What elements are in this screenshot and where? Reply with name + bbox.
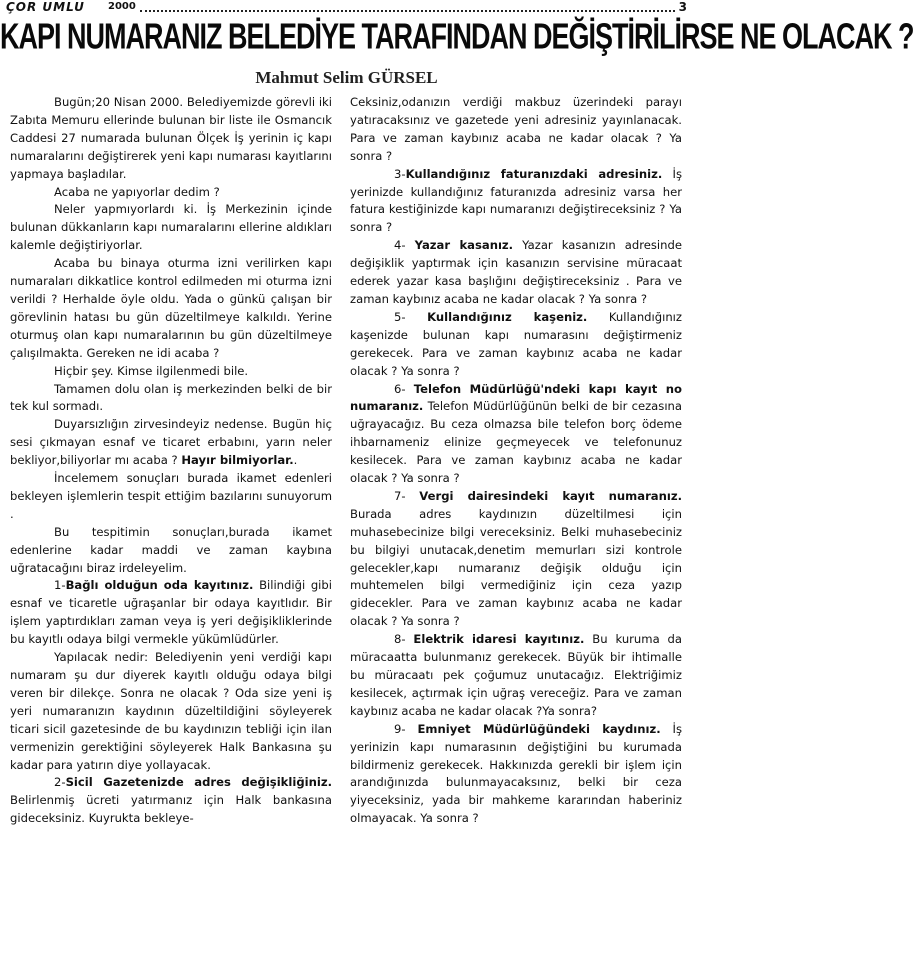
paragraph-heading: Emniyet Müdürlüğündeki kaydınız. xyxy=(417,721,661,736)
paragraph-text: 6- xyxy=(394,381,414,396)
paragraph xyxy=(10,577,332,649)
paragraph-text: Tamamen dolu olan iş merkezinden belki de bir tek kul sormadı. xyxy=(10,381,332,414)
paragraph-text: Duyarsızlığın zirvesindeyiz nedense. Bugün hiç sesi çıkmayan esnaf ve ticaret erbabını, yarın neler bekliyor,biliyorlar mı acaba ? xyxy=(10,417,332,468)
paragraph-heading: Yazar kasanız. xyxy=(414,238,514,253)
paragraph xyxy=(10,255,332,362)
paragraph-text: Telefon Müdürlüğünün belki de bir cezasına uğrayacağız. Bu ceza olmazsa bile telefon borç ödeme ihbarnameniz elinize geçmeyecek ve telefonunuz kesilecek. Para ve zaman kaybınız acaba ne kadar olacak ? Ya sonra ? xyxy=(350,399,682,486)
paragraph xyxy=(350,631,682,721)
paragraph-text: 9- xyxy=(394,721,418,736)
paragraph xyxy=(350,309,682,381)
article-author: Mahmut Selim GÜRSEL xyxy=(255,68,438,87)
paragraph-heading: Hayır bilmiyorlar. xyxy=(181,453,294,468)
header-dotted-rule xyxy=(140,10,675,12)
paragraph-heading: Sicil Gazetenizde adres değişikliğiniz. xyxy=(65,775,332,790)
paragraph xyxy=(10,94,332,184)
paragraph xyxy=(10,774,332,828)
paragraph-text: 5- xyxy=(394,309,428,324)
paragraph-heading: Kullandığınız kaşeniz. xyxy=(427,309,588,324)
paragraph-text: İş yerinizin kapı numarasının değiştiğini bu kurumada bildirmeniz gerekecek. Hakkınızda gerekli bir işlem için arandığınızda bulunmayacaksınız, belki bir ceza yiyeceksiniz, yada bir mahkeme kararından haberiniz olmayacak. Ya sonra ? xyxy=(350,721,682,826)
paragraph xyxy=(350,488,682,631)
paragraph xyxy=(10,470,332,524)
paragraph-text: İş yerinizde kullandığınız faturanızda adresiniz varsa her fatura kestiğinizde kapı numaranızı değiştireceksiniz ? Ya sonra ? xyxy=(350,166,682,235)
paragraph xyxy=(10,416,332,470)
paragraph-text: Yazar kasanızın adresinde değişiklik yaptırmak için kasanızın servisine müracaat ederek yazar kasa başlığını değiştireceksiniz . Para ve zaman kaybınız acaba ne kadar olacak ? Ya sonra ? xyxy=(350,238,682,306)
paragraph-text: Ceksiniz,odanızın verdiği makbuz üzerindeki parayı yatıracaksınız ve gazetede yeni adresiniz yayınlanacak. Para ve zaman kaybınız acaba ne kadar olacak ? Ya sonra ? xyxy=(350,95,682,163)
paragraph-text: . xyxy=(293,453,298,468)
paragraph-text: 2- xyxy=(54,775,66,790)
paragraph xyxy=(10,201,332,255)
paragraph xyxy=(350,166,682,238)
paragraph-text: 4- xyxy=(394,238,415,253)
article-title: KAPI NUMARANIZ BELEDİYE TARAFINDAN DEĞİŞTİRİLİRSE NE OLACAK ? xyxy=(0,16,914,57)
paragraph xyxy=(350,721,682,828)
paragraph-text: Bilindiği gibi esnaf ve ticaretle uğraşanlar bir odaya kayıtlıdır. Bir işlem yaptırdıkları zaman veya iş yeri değişikliklerinde bu kayıtlı odaya bilgi vermekle yükümlüdürler. xyxy=(10,578,332,647)
paragraph-text: İncelemem sonuçları burada ikamet edenleri bekleyen işlemlerin tespit ettiğim bazılarını sunuyorum . xyxy=(10,471,332,521)
paragraph-text: Hiçbir şey. Kimse ilgilenmedi bile. xyxy=(54,363,249,378)
left-column xyxy=(10,94,332,828)
paragraph-heading: Elektrik idaresi kayıtınız. xyxy=(413,632,585,647)
paragraph-text: Bu tespitimin sonuçları,burada ikamet edenlerine kadar maddi ve zaman kaybına uğratacağını biraz irdeleyelim. xyxy=(10,524,332,575)
paragraph-text: 1- xyxy=(54,578,66,593)
paragraph xyxy=(350,381,682,488)
right-column xyxy=(350,94,682,828)
paragraph-text: 7- xyxy=(394,488,420,503)
paragraph-text: Bu kuruma da müracaatta bulunmanız gerekecek. Büyük bir ihtimalle bu müracaatı pek çoğumuz unutacağız. Elektriğimiz kesilecek, açtırmak için uğraş vereceğiz. Para ve zaman kaybınız acaba ne kadar olacak ?Ya sonra? xyxy=(350,632,683,718)
paragraph xyxy=(350,94,682,166)
paragraph-text: 3- xyxy=(394,166,406,181)
paragraph xyxy=(10,381,332,417)
page-number: 3 xyxy=(678,0,687,14)
paragraph-text: Belirlenmiş ücreti yatırmanız için Halk bankasına gideceksiniz. Kuyrukta bekleye- xyxy=(10,793,332,826)
paragraph-heading: Telefon Müdürlüğü'ndeki kapı kayıt no numaranız. xyxy=(350,381,682,414)
paragraph xyxy=(10,184,332,202)
paragraph-text: Bugün;20 Nisan 2000. Belediyemizde görevli iki Zabıta Memuru ellerinde bulunan bir liste ile Osmancık Caddesi 27 numarada bulunan Ölçek İş yerinin iç kapı numaralarını değiştirerek yeni kapı numarası kayıtlarını yapmaya başladılar. xyxy=(10,95,332,181)
paragraph xyxy=(10,363,332,381)
paragraph-text: Yapılacak nedir: Belediyenin yeni verdiği kapı numaram şu dur diyerek kayıtlı olduğu odaya bilgi veren bir dilekçe. Sonra ne olacak ? Oda size yeni iş yeri numaranızın kaydının düzeltildiğini söyleyerek ticari sicil gazetesinde de bu kaydınızın tebliği için ilan vermenizin gerektiğini söyleyerek Halk Bankasına şu kadar para yatırın diye yollayacak. xyxy=(10,650,332,772)
paragraph-text: Acaba bu binaya oturma izni verilirken kapı numaraları dikkatlice kontrol edilmeden mi oturma izni verildi ? Herhalde öyle oldu. Yada o günkü çalışan bir görevlinin hatası bu gün düzeltilmeye kalkıldı. Yerine oturmuş olan kapı numaralarının bu gün düzeltilmeye çalışılmakta. Gereken ne idi acaba ? xyxy=(10,256,332,360)
paragraph-text: Kullandığınız kaşenizde bulunan kapı numarasını değiştirmeniz gerekecek. Para ve zaman kaybınız acaba ne kadar olacak ? Ya sonra ? xyxy=(350,309,682,378)
paragraph-heading: Kullandığınız faturanızdaki adresiniz. xyxy=(405,166,663,181)
paragraph-text: 8- xyxy=(394,632,414,647)
paragraph xyxy=(350,237,682,309)
paragraph-heading: Vergi dairesindeki kayıt numaranız. xyxy=(419,488,682,503)
paragraph xyxy=(10,649,332,774)
paragraph-text: Neler yapmıyorlardı ki. İş Merkezinin içinde bulunan dükkanların kapı numaralarını ellerine aldıkları kalemle değiştiriyorlar. xyxy=(10,202,332,253)
paragraph-heading: Bağlı olduğun oda kayıtınız. xyxy=(65,578,254,593)
publication-logo: ÇOR UMLU xyxy=(6,0,85,14)
paragraph-text: Burada adres kaydınızın düzeltilmesi için muhasebecinize bilgi vereceksiniz. Belki muhasebeciniz bu bilgiyi unutacak,denetim memurları sizi kontrole gelecekler,kapı numaranız değişik olduğu için muhtemelen bilgi vermediğiniz için ceza yazıp gidecekler. Para ve zaman kaybınız acaba ne kadar olacak ? Ya sonra ? xyxy=(350,506,682,629)
paragraph xyxy=(10,524,332,578)
issue-year: 2000 xyxy=(108,1,136,12)
paragraph-text: Acaba ne yapıyorlar dedim ? xyxy=(54,184,220,199)
